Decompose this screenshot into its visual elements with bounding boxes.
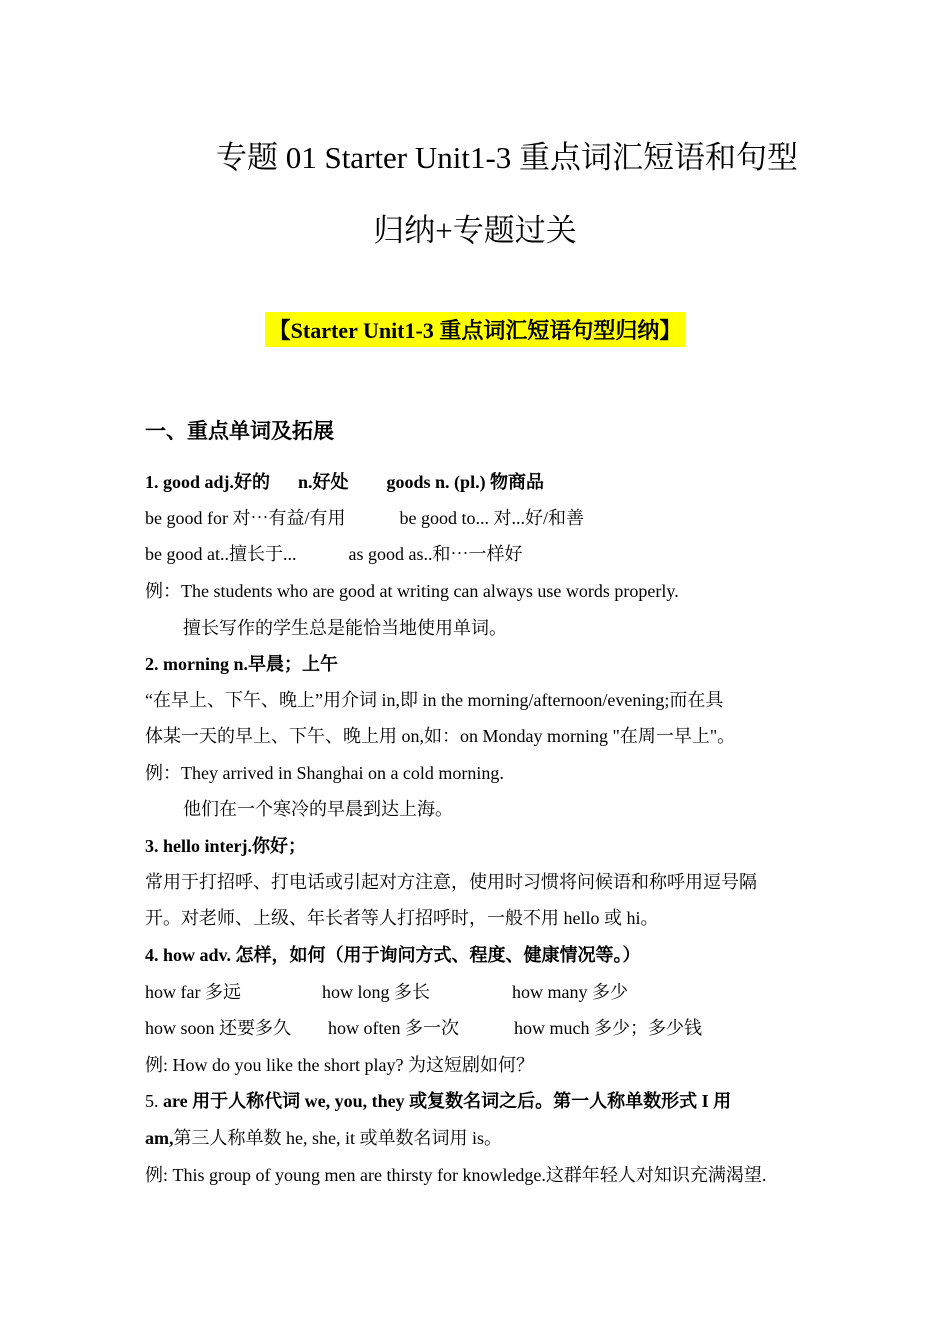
item-good-heading — [145, 470, 544, 494]
item-morning-line-2: 体某一天的早上、下午、晚上用 on,如：on Monday morning "在周一早上"。 — [145, 726, 736, 746]
item-hello-heading: 3. hello interj.你好； — [145, 836, 306, 856]
item-good-example: 例：The students who are good at writing can always use words properly. — [145, 581, 679, 601]
item-morning-line-1: “在早上、下午、晚上”用介词 in,即 in the morning/afternoon/evening;而在具 — [145, 690, 724, 710]
item-are-rule: are 用于人称代词 we, you, they 或复数名词之后。第一人称单数形式 I 用 — [163, 1091, 732, 1111]
item-good-l1a: be good for 对⋯有益/有用 — [145, 508, 346, 528]
item-how-long: how long 多长 — [322, 982, 430, 1002]
item-good-example-translation: 擅长写作的学生总是能恰当地使用单词。 — [183, 618, 507, 638]
item-good-head-a: 1. good adj.好的 — [145, 472, 271, 492]
section-banner: 【Starter Unit1-3 重点词汇短语句型归纳】 — [265, 312, 686, 347]
item-good-head-c: goods n. (pl.) 物商品 — [386, 472, 545, 492]
item-morning-example: 例：They arrived in Shanghai on a cold morning. — [145, 763, 504, 783]
document-title-line-2: 归纳+专题过关 — [373, 213, 577, 248]
item-good-l2a: be good at..擅长于... — [145, 544, 297, 564]
item-how-far: how far 多远 — [145, 982, 241, 1002]
item-how-soon: how soon 还要多久 — [145, 1018, 292, 1038]
item-good-head-b: n.好处 — [298, 472, 349, 492]
item-how-row-2 — [145, 1016, 702, 1040]
item-good-line-2 — [145, 542, 522, 566]
item-how-example: 例: How do you like the short play? 为这短剧如何？ — [145, 1055, 534, 1075]
section-heading-vocab: 一、重点单词及拓展 — [145, 419, 334, 443]
item-how-many: how many 多少 — [512, 982, 628, 1002]
item-how-heading: 4. how adv. 怎样，如何（用于询问方式、程度、健康情况等。） — [145, 945, 641, 965]
item-good-line-1 — [145, 506, 584, 530]
item-morning-example-translation: 他们在一个寒冷的早晨到达上海。 — [183, 799, 453, 819]
item-hello-line-1: 常用于打招呼、打电话或引起对方注意，使用时习惯将问候语和称呼用逗号隔 — [145, 872, 757, 892]
item-morning-heading: 2. morning n.早晨；上午 — [145, 654, 339, 674]
document-title-line-1: 专题 01 Starter Unit1-3 重点词汇短语和句型 — [215, 140, 799, 175]
item-how-row-1 — [145, 980, 628, 1004]
item-are-am: am, — [145, 1128, 174, 1148]
item-are-line-1 — [145, 1089, 731, 1113]
item-how-often: how often 多一次 — [328, 1018, 459, 1038]
item-are-line-2 — [145, 1126, 502, 1150]
item-how-much: how much 多少；多少钱 — [514, 1018, 702, 1038]
item-are-example: 例: This group of young men are thirsty for knowledge.这群年轻人对知识充满渴望. — [145, 1165, 767, 1185]
item-hello-line-2: 开。对老师、上级、年长者等人打招呼时，一般不用 hello 或 hi。 — [145, 908, 659, 928]
item-are-rule-rest: 第三人称单数 he, she, it 或单数名词用 is。 — [173, 1128, 502, 1148]
item-good-l1b: be good to... 对...好/和善 — [399, 508, 584, 528]
section-banner-wrap — [0, 312, 950, 347]
item-are-number: 5. — [145, 1091, 163, 1111]
item-good-l2b: as good as..和⋯一样好 — [348, 544, 523, 564]
